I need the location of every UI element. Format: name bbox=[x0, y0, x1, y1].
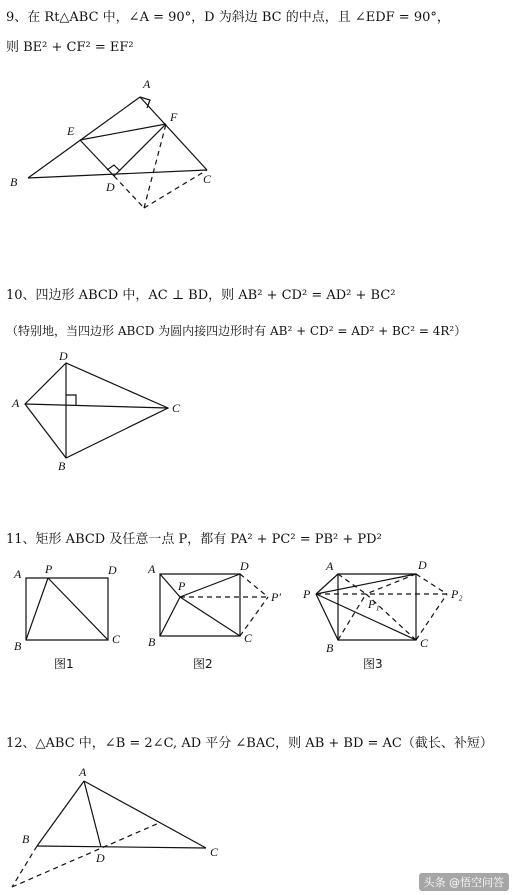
p12-label-D: D bbox=[96, 851, 105, 865]
p11f2-label-P: P bbox=[178, 579, 186, 593]
p10-label-D: D bbox=[59, 349, 68, 363]
p10-label-B: B bbox=[58, 459, 66, 473]
p9-label-B: B bbox=[10, 175, 18, 189]
p11f2-label-D: D bbox=[240, 559, 249, 573]
p10-label-C: C bbox=[172, 401, 181, 415]
p11-caption-3: 图3 bbox=[363, 657, 383, 671]
p11f3-label-D: D bbox=[418, 558, 427, 572]
problem-11-statement: 11、矩形 ABCD 及任意一点 P，都有 PA² + PC² = PB² + PD² bbox=[6, 532, 382, 547]
p9-label-E: E bbox=[67, 124, 75, 138]
p11f1-label-P: P bbox=[45, 562, 53, 576]
p10-label-A: A bbox=[12, 396, 20, 410]
problem-12-statement: 12、△ABC 中，∠B = 2∠C, AD 平分 ∠BAC，则 AB + BD = AC（截长、补短） bbox=[6, 736, 493, 751]
p9-label-D: D bbox=[106, 180, 115, 194]
p11f2-label-A: A bbox=[148, 562, 156, 576]
p11f2-label-B: B bbox=[148, 635, 156, 649]
p9-label-A: A bbox=[143, 77, 151, 91]
p12-label-C: C bbox=[210, 845, 219, 859]
problem-10-special-case: （特别地，当四边形 ABCD 为圆内接四边形时有 AB² + CD² = AD² + BC² = 4R²） bbox=[6, 324, 467, 338]
p11-caption-2: 图2 bbox=[193, 657, 213, 671]
p9-label-F: F bbox=[170, 110, 178, 124]
p11f2-label-Pprime: P′ bbox=[271, 590, 281, 604]
p11f1-label-D: D bbox=[108, 563, 117, 577]
p11f2-label-C: C bbox=[244, 631, 253, 645]
problem-9-statement: 9、在 Rt△ABC 中，∠A = 90°，D 为斜边 BC 的中点，且 ∠EDF = 90°， bbox=[6, 10, 450, 25]
p11f1-label-A: A bbox=[14, 567, 22, 581]
p11f3-label-P2: P₂ bbox=[451, 587, 463, 601]
p11-caption-1: 图1 bbox=[54, 657, 74, 671]
watermark: 头条 @悟空问答 bbox=[419, 873, 510, 891]
p11f3-label-A: A bbox=[326, 559, 334, 573]
p11f1-label-C: C bbox=[112, 632, 121, 646]
p11f3-label-C: C bbox=[420, 636, 429, 650]
p11f3-label-P: P bbox=[303, 587, 311, 601]
p12-label-A: A bbox=[79, 765, 87, 779]
p11f3-label-B: B bbox=[326, 641, 334, 655]
p12-label-B: B bbox=[22, 832, 30, 846]
p11f3-label-P1: P₁ bbox=[368, 597, 380, 611]
problem-10-statement: 10、四边形 ABCD 中，AC ⊥ BD，则 AB² + CD² = AD² + BC² bbox=[6, 288, 396, 303]
p11f1-label-B: B bbox=[14, 639, 22, 653]
problem-9-conclusion: 则 BE² + CF² = EF² bbox=[6, 40, 134, 55]
p9-label-C: C bbox=[203, 172, 212, 186]
